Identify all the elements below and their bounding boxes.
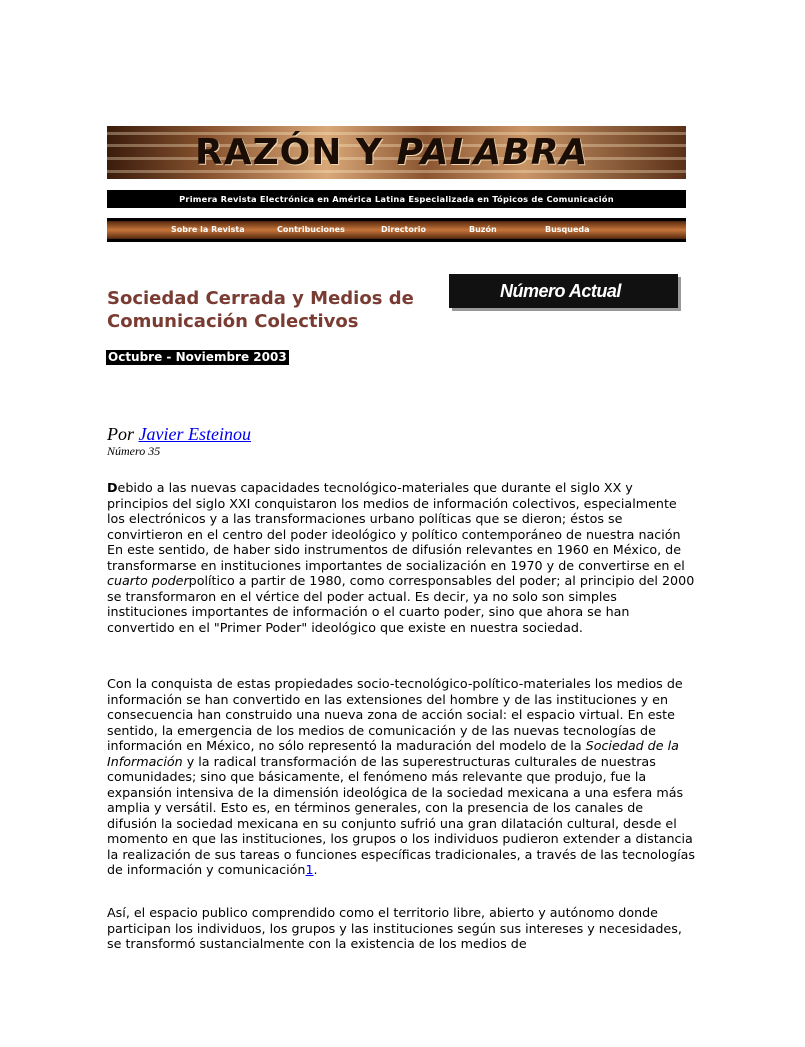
numero-actual-button[interactable]: Número Actual [449,274,678,308]
nav-busqueda[interactable]: Busqueda [545,225,590,234]
footnote-link[interactable]: 1 [305,862,314,877]
nav-directorio[interactable]: Directorio [381,225,426,234]
paragraph-1: Debido a las nuevas capacidades tecnológico-materiales que durante el siglo XX y principios del siglo XXI conquistaron los medios de información colectivos, especialmente los electrónicos y a las transformaciones urbano políticas que se dieron; éstos se convirtieron en el centro del poder ideológico y político contemporáneo de nuestra nación En este sentido, de haber sido instrumentos de difusión relevantes en 1960 en México, de transformarse en instituciones importantes de socialización en 1970 y de convertirse en el cuarto poderpolítico a partir de 1980, como corresponsables del poder; al principio del 2000 se transformaron en el vértice del poder actual. Es decir, ya no solo son simples instituciones importantes de información o el cuarto poder, sino que ahora se han convertido en el "Primer Poder" ideológico que existe en nuestra sociedad. [107,480,695,635]
article-title: Sociedad Cerrada y Medios de Comunicación Colectivos [107,288,414,332]
paragraph-2: Con la conquista de estas propiedades socio-tecnológico-político-materiales los medios de información se han convertido en las extensiones del hombre y de las instituciones y en consecuencia han construido una nueva zona de acción social: el espacio virtual. En este sentido, la emergencia de los medios de comunicación y de las nuevas tecnologías de información en México, no sólo representó la maduración del modelo de la Sociedad de la Información y la radical transformación de las superestructuras culturales de nuestras comunidades; sino que básicamente, el fenómeno más relevante que produjo, fue la expansión intensiva de la dimensión ideológica de la sociedad mexicana a una esfera más amplia y versátil. Esto es, en términos generales, con la presencia de los canales de difusión la sociedad mexicana en su conjunto sufrió una gran dilatación cultural, desde el momento en que las instituciones, los grupos o los individuos pudieron extender a distancia la realización de sus tareas o funciones específicas tradicionales, a través de las tecnologías de información y comunicación1. [107,676,696,877]
site-logo-banner [107,126,686,179]
nav-sobre-la-revista[interactable]: Sobre la Revista [171,225,245,234]
site-tagline: Primera Revista Electrónica en América Latina Especializada en Tópicos de Comunicación [107,190,686,208]
nav-buzon[interactable]: Buzón [469,225,497,234]
nav-contribuciones[interactable]: Contribuciones [277,225,345,234]
author-link[interactable]: Javier Esteinou [138,424,251,444]
issue-number: Número 35 [107,444,161,458]
paragraph-3: Así, el espacio publico comprendido como el territorio libre, abierto y autónomo donde participan los individuos, los grupos y las instituciones según sus intereses y necesidades, se transformó sustancialmente con la existencia de los medios de [107,905,682,951]
byline: Por Javier Esteinou [107,424,251,444]
issue-date: Octubre - Noviembre 2003 [108,350,287,364]
logo-text: RAZÓN Y PALABRA [195,132,589,173]
main-nav [107,218,686,242]
